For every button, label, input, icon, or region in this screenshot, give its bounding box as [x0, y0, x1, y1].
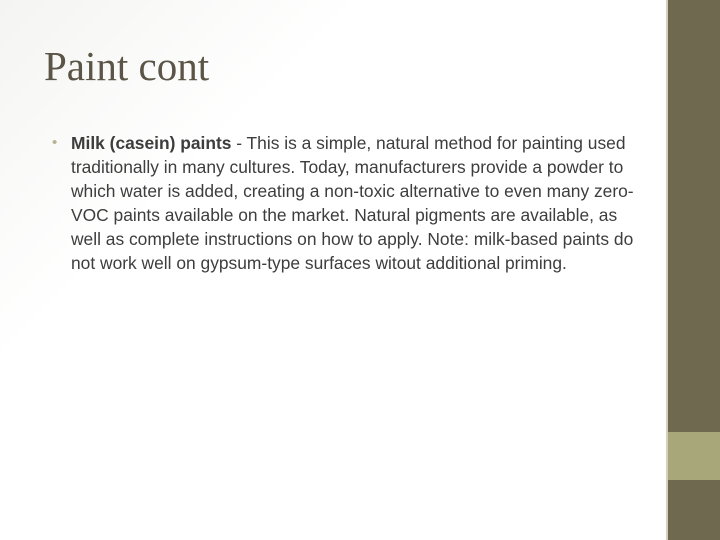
accent-block [668, 432, 720, 480]
slide-title: Paint cont [44, 43, 210, 89]
bullet-list [52, 131, 642, 275]
bullet-text: - This is a simple, natural method for painting used traditionally in many cultures. Today, manufacturers provide a powder to which water is added, creating a non-toxic alternative to even many zero-VOC paints available on the market. Natural pigments are available, as well as complete instructions on how to apply. Note: milk-based paints do not work well on gypsum-type surfaces witout additional priming. [71, 133, 634, 273]
bullet-item [52, 131, 642, 275]
bullet-term: Milk (casein) paints [71, 133, 232, 153]
bullet-icon: • [52, 134, 58, 151]
